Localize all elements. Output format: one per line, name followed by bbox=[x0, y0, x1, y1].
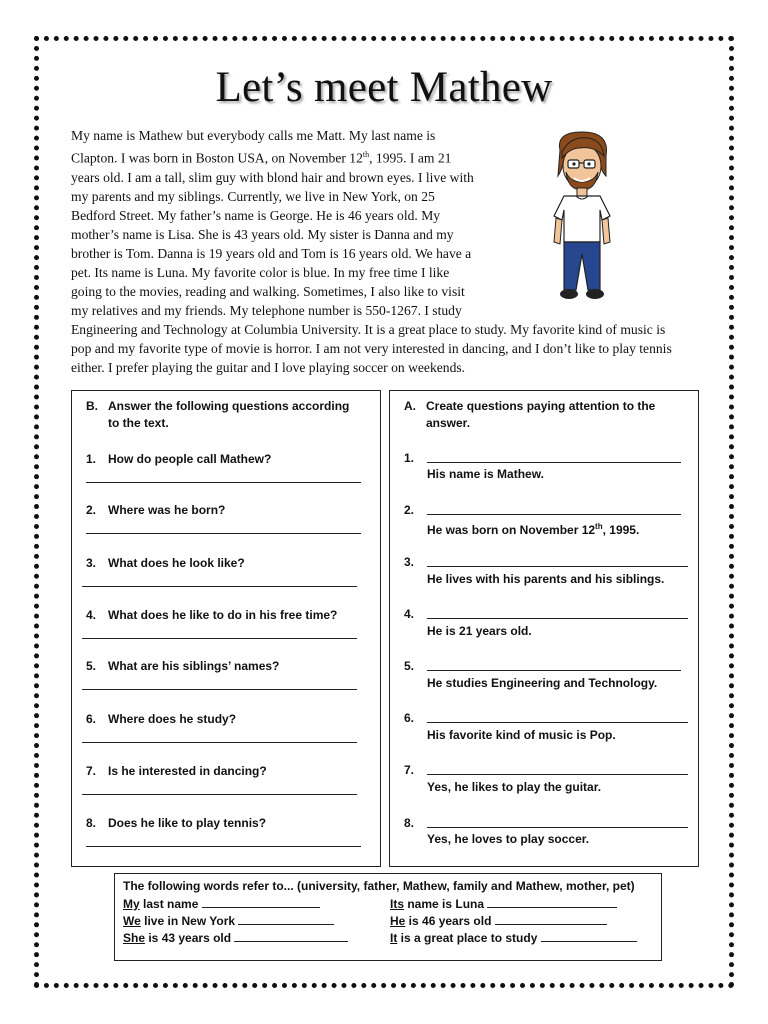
reference-sentence: live in New York bbox=[140, 914, 239, 928]
question-blank-line[interactable] bbox=[427, 774, 688, 775]
question-item bbox=[86, 608, 337, 623]
story-line: my relatives and my friends. My telephone number is 550-1267. I study bbox=[71, 302, 462, 318]
reference-item bbox=[123, 896, 320, 913]
answer-blank-line[interactable] bbox=[82, 689, 357, 690]
reference-word: He bbox=[390, 914, 406, 928]
reference-blank[interactable] bbox=[487, 897, 617, 908]
section-a-box bbox=[389, 390, 699, 867]
question-number: 5. bbox=[86, 659, 97, 673]
question-blank-line[interactable] bbox=[427, 722, 688, 723]
reference-word: We bbox=[123, 914, 141, 928]
question-number: 4. bbox=[86, 608, 97, 622]
story-line: either. I prefer playing the guitar and I love playing soccer on weekends. bbox=[71, 359, 466, 375]
answer-part: He was born on November 12 bbox=[427, 523, 596, 537]
question-text: Is he interested in dancing? bbox=[108, 764, 267, 778]
question-text: Where was he born? bbox=[108, 503, 226, 517]
answer-blank-line[interactable] bbox=[86, 533, 361, 534]
question-blank-line[interactable] bbox=[427, 566, 688, 567]
section-b-header bbox=[86, 398, 358, 432]
answer-num-label: 4. bbox=[404, 607, 415, 621]
question-text: How do people call Mathew? bbox=[108, 452, 272, 466]
reference-blank[interactable] bbox=[541, 931, 637, 942]
answer-blank-line[interactable] bbox=[82, 586, 357, 587]
reference-heading: The following words refer to... (university, father, Mathew, family and Mathew, mother, pet) bbox=[123, 879, 635, 893]
question-item bbox=[86, 503, 225, 518]
question-blank-line[interactable] bbox=[427, 670, 681, 671]
answer-blank-line[interactable] bbox=[86, 846, 361, 847]
given-answer: He is 21 years old. bbox=[427, 624, 532, 638]
question-item bbox=[86, 556, 245, 571]
reference-blank[interactable] bbox=[202, 897, 320, 908]
reference-blank[interactable] bbox=[495, 914, 607, 925]
reference-word: My bbox=[123, 897, 140, 911]
superscript-th: th bbox=[595, 522, 603, 531]
superscript-th: th bbox=[362, 150, 370, 159]
section-b-instruction: Answer the following questions according to the text. bbox=[108, 399, 350, 430]
answer-num-label: 2. bbox=[404, 503, 415, 517]
reference-blank[interactable] bbox=[238, 914, 334, 925]
given-answer: His favorite kind of music is Pop. bbox=[427, 728, 616, 742]
answer-number bbox=[404, 555, 416, 570]
question-text: What does he like to do in his free time? bbox=[108, 608, 338, 622]
question-number: 7. bbox=[86, 764, 97, 778]
question-number: 3. bbox=[86, 556, 97, 570]
story-line-part: Clapton. I was born in Boston USA, on November 12 bbox=[71, 150, 363, 166]
answer-number bbox=[404, 711, 416, 726]
question-item bbox=[86, 659, 279, 674]
question-number: 1. bbox=[86, 452, 97, 466]
question-blank-line[interactable] bbox=[427, 618, 688, 619]
reference-words-box bbox=[114, 873, 662, 961]
question-blank-line[interactable] bbox=[427, 827, 688, 828]
answer-blank-line[interactable] bbox=[82, 794, 357, 795]
story-line: Engineering and Technology at Columbia University. It is a great place to study. My favorite kind of music is bbox=[71, 321, 666, 337]
reference-sentence: is a great place to study bbox=[397, 931, 541, 945]
answer-number bbox=[404, 503, 416, 518]
question-blank-line[interactable] bbox=[427, 462, 681, 463]
reference-word: Its bbox=[390, 897, 405, 911]
answer-number bbox=[404, 763, 416, 778]
section-b-box bbox=[71, 390, 381, 867]
question-text: What does he look like? bbox=[108, 556, 245, 570]
story-line: pop and my favorite type of movie is horror. I am not very interested in dancing, and I don’t like to play tennis bbox=[71, 340, 672, 356]
question-text: Where does he study? bbox=[108, 712, 237, 726]
given-answer: He studies Engineering and Technology. bbox=[427, 676, 658, 690]
question-number: 6. bbox=[86, 712, 97, 726]
question-number: 8. bbox=[86, 816, 97, 830]
answer-number bbox=[404, 451, 416, 466]
reference-item bbox=[390, 930, 637, 947]
story-line: my parents and my siblings. Currently, we live in New York, on 25 bbox=[71, 188, 435, 204]
story-line: My name is Mathew but everybody calls me Matt. My last name is bbox=[71, 128, 436, 143]
reference-item bbox=[123, 913, 334, 930]
story-line: mother’s name is Lisa. She is 43 years old. My sister is Danna and my bbox=[71, 226, 454, 242]
question-item bbox=[86, 816, 266, 831]
reference-blank[interactable] bbox=[234, 931, 348, 942]
answer-number bbox=[404, 659, 416, 674]
answer-num-label: 1. bbox=[404, 451, 415, 465]
answer-num-label: 5. bbox=[404, 659, 415, 673]
story-line: going to the movies, reading and walking. Sometimes, I also like to visit bbox=[71, 283, 465, 299]
reference-item bbox=[390, 896, 617, 913]
answer-blank-line[interactable] bbox=[82, 638, 357, 639]
reference-sentence: name is Luna bbox=[404, 897, 488, 911]
question-number: 2. bbox=[86, 503, 97, 517]
reference-word: It bbox=[390, 931, 398, 945]
answer-num-label: 8. bbox=[404, 816, 415, 830]
reference-item bbox=[390, 913, 607, 930]
section-a-letter: A. bbox=[404, 399, 416, 413]
reference-word: She bbox=[123, 931, 146, 945]
question-item bbox=[86, 764, 267, 779]
question-text: Does he like to play tennis? bbox=[108, 816, 267, 830]
section-a-header bbox=[404, 398, 676, 432]
story-line: Bedford Street. My father’s name is George. He is 46 years old. My bbox=[71, 207, 441, 223]
question-item bbox=[86, 452, 271, 467]
reference-item bbox=[123, 930, 348, 947]
question-text: What are his siblings’ names? bbox=[108, 659, 280, 673]
answer-blank-line[interactable] bbox=[82, 742, 357, 743]
answer-number bbox=[404, 816, 416, 831]
story-line: brother is Tom. Danna is 19 years old and Tom is 16 years old. We have a bbox=[71, 245, 472, 261]
answer-part: , 1995. bbox=[602, 523, 640, 537]
reference-sentence: is 43 years old bbox=[145, 931, 235, 945]
reference-sentence: last name bbox=[139, 897, 202, 911]
given-answer: Yes, he likes to play the guitar. bbox=[427, 780, 602, 794]
given-answer: He lives with his parents and his siblings. bbox=[427, 572, 665, 586]
section-a-instruction: Create questions paying attention to the answer. bbox=[426, 399, 656, 430]
story-line: pet. Its name is Luna. My favorite color is blue. In my free time I like bbox=[71, 264, 450, 280]
question-item bbox=[86, 712, 236, 727]
given-answer: Yes, he loves to play soccer. bbox=[427, 832, 590, 846]
given-answer: His name is Mathew. bbox=[427, 467, 544, 481]
answer-num-label: 7. bbox=[404, 763, 415, 777]
mathew-cartoon-illustration bbox=[544, 130, 620, 302]
reference-sentence: is 46 years old bbox=[405, 914, 495, 928]
answer-num-label: 6. bbox=[404, 711, 415, 725]
answer-blank-line[interactable] bbox=[86, 482, 361, 483]
question-blank-line[interactable] bbox=[427, 514, 681, 515]
story-line: years old. I am a tall, slim guy with blond hair and brown eyes. I live with bbox=[71, 169, 474, 185]
answer-number bbox=[404, 607, 416, 622]
answer-num-label: 3. bbox=[404, 555, 415, 569]
story-line-part: , 1995. I am 21 bbox=[369, 150, 452, 166]
page-title: Let’s meet Mathew bbox=[215, 64, 553, 111]
given-answer bbox=[427, 519, 639, 538]
section-b-letter: B. bbox=[86, 399, 98, 413]
